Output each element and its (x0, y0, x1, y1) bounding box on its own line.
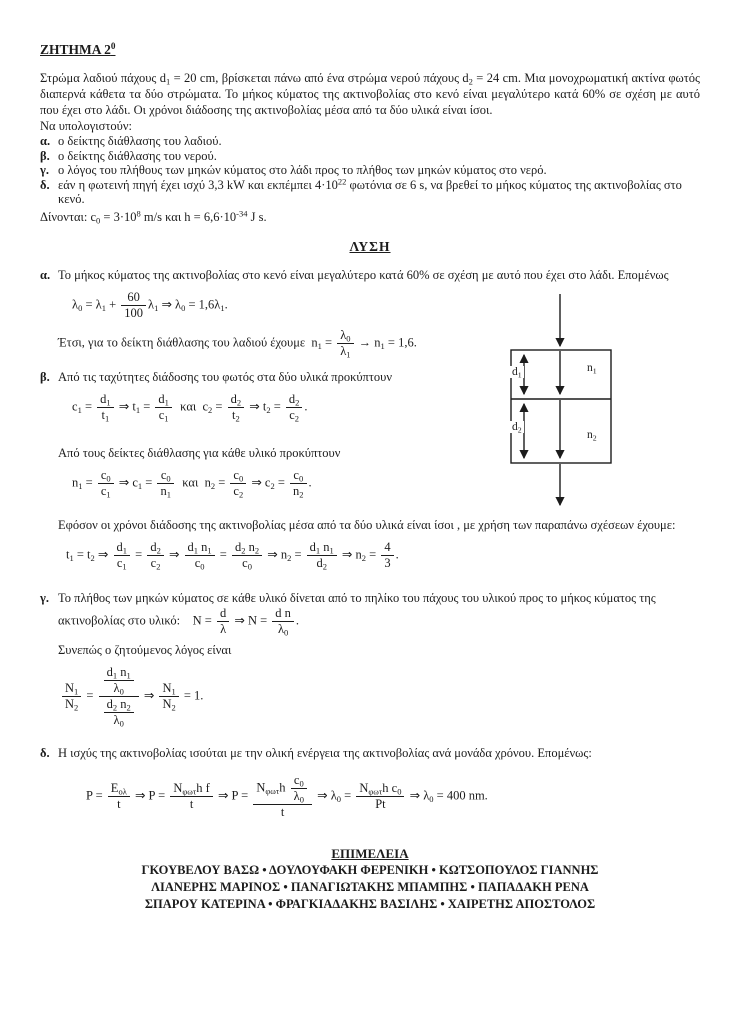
section-label: α. (40, 267, 51, 282)
task-item-c (40, 163, 700, 178)
section-intro: Το πλήθος των μηκών κύματος σε κάθε υλικό δίνεται από το πηλίκο του πάχους του υλικού προς το μήκος κύματος της ακτινοβολίας στο υλικό: N = $\frac{d}{\lambda}$ ⇒ N = $\frac{\text{d n}}{\lambda_0}$ . (58, 590, 656, 638)
credits-line: ΛΙΑΝΕΡΗΣ ΜΑΡΙΝΟΣ • ΠΑΝΑΓΙΩΤΑΚΗΣ ΜΠΑΜΠΗΣ • ΠΑΠΑΔΑΚΗ ΡΕΝΑ (151, 879, 589, 894)
task-label: α. (40, 134, 51, 148)
task-item-a (40, 134, 700, 149)
solution-section-d (40, 745, 700, 827)
section-label: β. (40, 369, 50, 384)
diagram-label-d1: $d_1$ (512, 366, 522, 380)
equation: P = $E_{o\lambda}$ t ⇒ P = $N_{\varphi\omega\tau}h$ f t ⇒ P = $N_{\varphi\omega\tau}h$ $\frac{c_0}{\lambda_0}$ t ⇒ $\lambda_0$ = $N_{\varphi\omega\tau}h$ $c_0$ Pt ⇒ $\lambda_0 = 400$ nm. (86, 772, 488, 819)
task-text: ο λόγος του πλήθους των μηκών κύματος στο λάδι προς το πλήθος των μηκών κύματος στο νερό. (58, 163, 547, 177)
equation: $\lambda_0 = \lambda_1$ + $\frac{60}{100}$ $\lambda_1$ ⇒ $\lambda_0 = 1,6\lambda_1$. (72, 289, 228, 320)
layers-diagram (497, 288, 627, 512)
equation: $\frac{N_1}{N_2}$ = $\frac{\frac{d_1 n_1}{\lambda_0}}{\frac{d_2 n_2}{\lambda_0}}$ ⇒ $\frac{N_1}{N_2}$ = 1. (60, 665, 700, 728)
task-item-b (40, 149, 700, 164)
tasks-list (40, 134, 700, 207)
given-constants: Δίνονται: $c_0 = 3\cdot 10^8$ m/s και $h = 6,6\cdot 10^{-34}$ J s. (40, 207, 267, 226)
section-text: Από τους δείκτες διάθλασης για κάθε υλικό προκύπτουν (58, 445, 341, 460)
section-text: Έτσι, για το δείκτη διάθλασης του λαδιού έχουμε $n_1$ = $\frac{\lambda_0}{\lambda_1}$ → $n_1 = 1,6$. (58, 327, 417, 360)
section-label: δ. (40, 745, 50, 760)
credits-block (40, 845, 700, 913)
credits-heading: ΕΠΙΜΕΛΕΙΑ (331, 845, 409, 861)
section-intro: Το μήκος κύματος της ακτινοβολίας στο κενό είναι μεγαλύτερο κατά 60% σε σχέση με αυτό που έχει στο λάδι. Επομένως (58, 267, 669, 282)
diagram-label-n1: $n_1$ (587, 362, 597, 376)
solution-heading (40, 239, 700, 255)
task-label: γ. (40, 163, 49, 177)
credits-line: ΣΠΑΡΟΥ ΚΑΤΕΡΙΝΑ • ΦΡΑΓΚΙΑΔΑΚΗΣ ΒΑΣΙΛΗΣ • ΧΑΙΡΕΤΗΣ ΑΠΟΣΤΟΛΟΣ (144, 896, 596, 911)
task-text: ο δείκτης διάθλασης του λαδιού. (58, 134, 222, 148)
equation: $n_1$ = $\frac{c_0}{c_1}$ ⇒ $c_1$ = $\frac{c_0}{n_1}$ και $n_2$ = $\frac{c_0}{c_2}$ ⇒ $c_2$ = $\frac{c_0}{n_2}$ . (72, 467, 312, 500)
task-label: δ. (40, 177, 50, 192)
section-intro: Η ισχύς της ακτινοβολίας ισούται με την ολική ενέργεια της ακτινοβολίας ανά μονάδα χρόνου. Επομένως: (58, 745, 592, 760)
diagram-label-d2: $d_2$ (512, 421, 522, 435)
task-label: β. (40, 148, 50, 163)
solution-section-c (40, 590, 700, 735)
equation: $t_1 = t_2$ ⇒ $\frac{d_1}{c_1}$ = $\frac{d_2}{c_2}$ ⇒ $\frac{d_1 n_1}{c_0}$ = $\frac{d_2 n_2}{c_0}$ ⇒ $n_2$ = $\frac{d_1 n_1}{d_2}$ ⇒ $n_2$ = $\frac{4}{3}$ . (66, 539, 399, 572)
page-title (40, 42, 700, 58)
diagram-figure (497, 288, 627, 512)
diagram-label-n2: $n_2$ (587, 429, 597, 443)
task-text: εάν η φωτεινή πηγή έχει ισχύ 3,3 kW και εκπέμπει $4\cdot 10^{22}$ φωτόνια σε 6 s, να βρεθεί το μήκος κύματος της ακτινοβολίας στο κενό. (58, 175, 682, 206)
equation: $c_1$ = $\frac{d_1}{t_1}$ ⇒ $t_1$ = $\frac{d_1}{c_1}$ και $c_2$ = $\frac{d_2}{t_2}$ ⇒ $t_2$ = $\frac{d_2}{c_2}$ . (72, 391, 308, 424)
credits-line: ΓΚΟΥΒΕΛΟΥ ΒΑΣΩ • ΔΟΥΛΟΥΦΑΚΗ ΦΕΡΕΝΙΚΗ • ΚΩΤΣΟΠΟΥΛΟΣ ΓΙΑΝΝΗΣ (141, 862, 599, 877)
task-item-d (40, 175, 700, 207)
problem-title-text: ΖΗΤΗΜΑ $2^0$ (40, 40, 116, 57)
problem-statement: Στρώμα λαδιού πάχους $d_1 = 20$ cm, βρίσκεται πάνω από ένα στρώμα νερού πάχους $d_2 = 24$ cm. Μια μονοχρωματική ακτίνα φωτός διαπερνά κάθετα τα δύο στρώματα. Το μήκος κύματος της ακτινοβολίας στο κενό είναι μεγαλύτερο κατά 60% σε σχέση με αυτό που έχει στο λάδι. Οι χρόνοι διάδοσης της ακτινοβολίας μέσα από τα δύο υλικά είναι ίσοι. (40, 71, 700, 117)
task-text: ο δείκτης διάθλασης του νερού. (58, 148, 217, 163)
section-intro: Από τις ταχύτητες διάδοσης του φωτός στα δύο υλικά προκύπτουν (58, 369, 392, 384)
section-label: γ. (40, 590, 49, 605)
section-text: Συνεπώς ο ζητούμενος λόγος είναι (58, 642, 232, 657)
section-text: Εφόσον οι χρόνοι διάδοσης της ακτινοβολίας μέσα από τα δύο υλικά είναι ίσοι , με χρήση των παραπάνω σχέσεων έχουμε: (58, 517, 676, 532)
tasks-intro: Να υπολογιστούν: (40, 119, 132, 133)
solution-heading-text: ΛΥΣΗ (349, 238, 391, 254)
